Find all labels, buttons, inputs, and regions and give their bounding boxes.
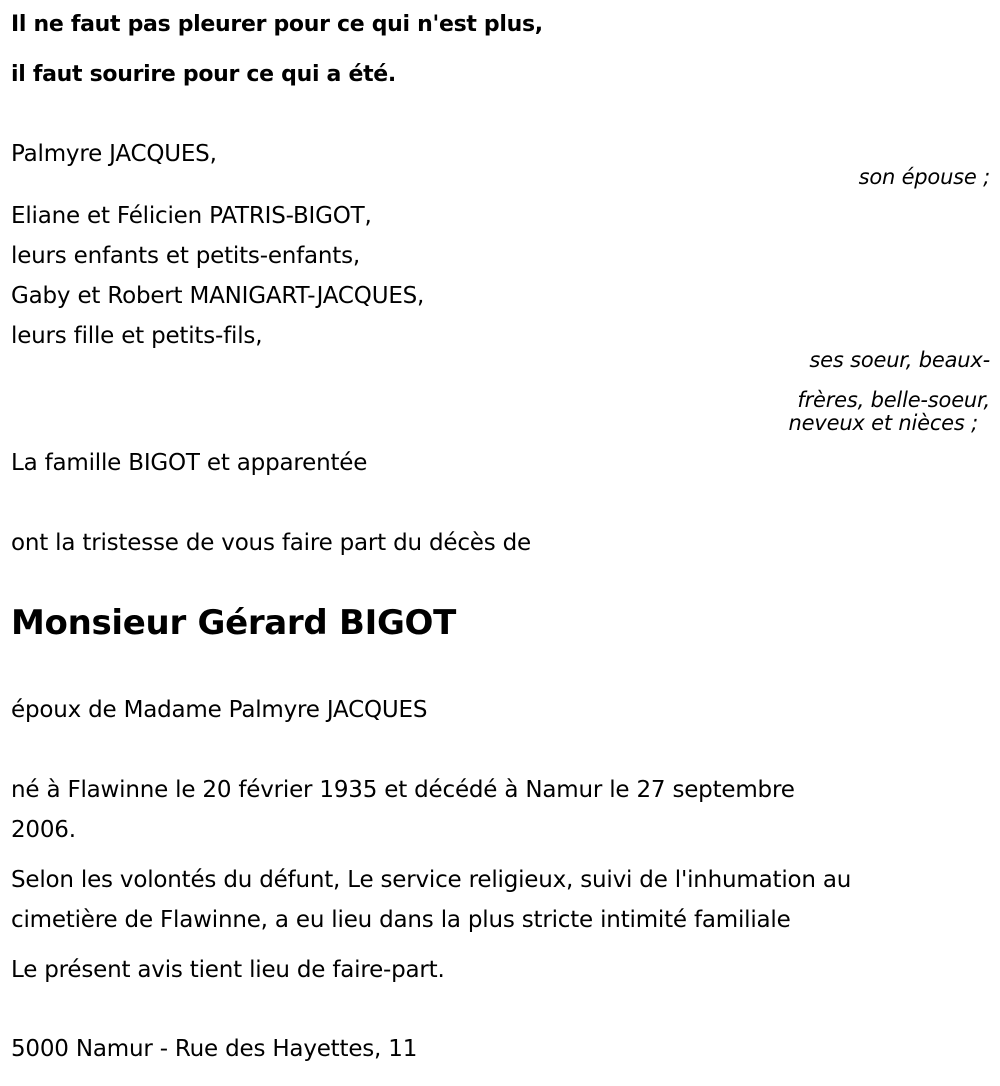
relatives-role-line-3: neveux et nièces ;: [788, 411, 978, 435]
announcement: ont la tristesse de vous faire part du décès de: [11, 530, 531, 556]
service-line-2: cimetière de Flawinne, a eu lieu dans la plus stricte intimité familiale: [11, 907, 791, 933]
spouse-of: époux de Madame Palmyre JACQUES: [11, 697, 428, 723]
quote-line-1: Il ne faut pas pleurer pour ce qui n'est plus,: [11, 12, 543, 37]
child-line-4: leurs fille et petits-fils,: [11, 323, 263, 349]
spouse-name: Palmyre JACQUES,: [11, 141, 217, 167]
extended-family: La famille BIGOT et apparentée: [11, 450, 368, 476]
deceased-name: Monsieur Gérard BIGOT: [11, 603, 457, 643]
child-line-2: leurs enfants et petits-enfants,: [11, 243, 361, 269]
relatives-role-line-1: ses soeur, beaux-: [809, 348, 990, 372]
notice: Le présent avis tient lieu de faire-part.: [11, 957, 445, 983]
spouse-role: son épouse ;: [858, 165, 990, 189]
child-line-3: Gaby et Robert MANIGART-JACQUES,: [11, 283, 425, 309]
child-line-1: Eliane et Félicien PATRIS-BIGOT,: [11, 203, 372, 229]
quote-line-2: il faut sourire pour ce qui a été.: [11, 62, 396, 87]
address: 5000 Namur - Rue des Hayettes, 11: [11, 1036, 418, 1062]
birth-death-line-1: né à Flawinne le 20 février 1935 et décédé à Namur le 27 septembre: [11, 777, 795, 803]
birth-death-line-2: 2006.: [11, 817, 76, 843]
relatives-role-line-2: frères, belle-soeur,: [797, 388, 990, 412]
service-line-1: Selon les volontés du défunt, Le service religieux, suivi de l'inhumation au: [11, 867, 852, 893]
